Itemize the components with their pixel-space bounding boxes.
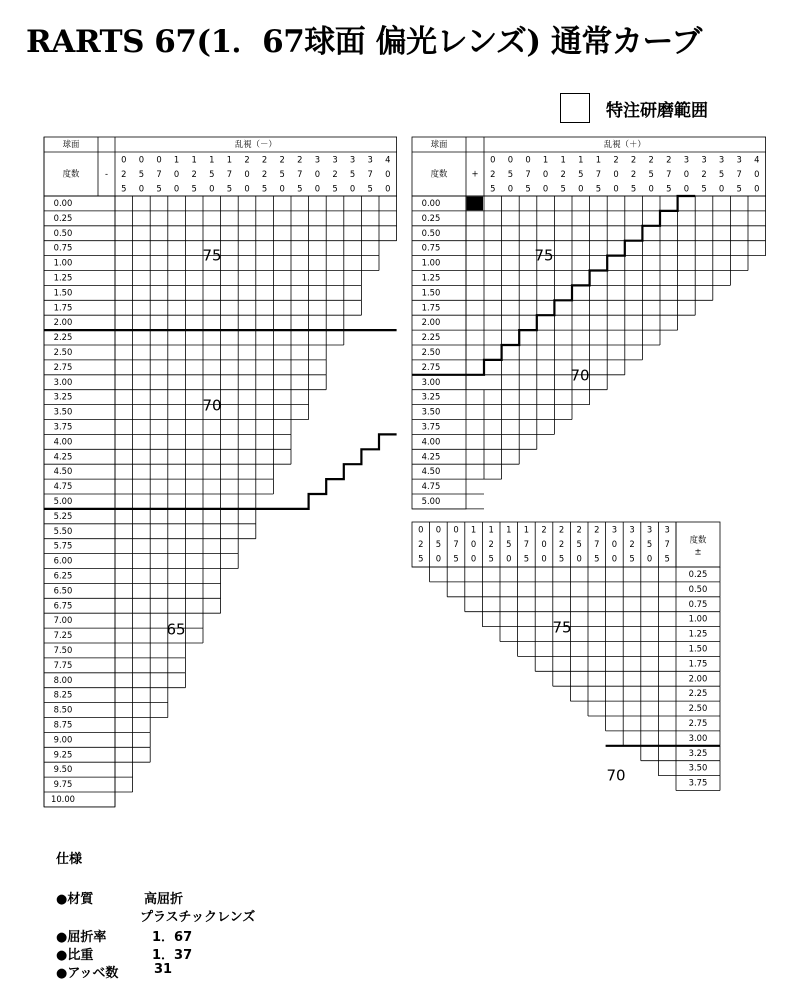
plus-origin-cell — [467, 197, 483, 210]
pm-cyl-digit: 0 — [435, 524, 442, 535]
minus-sphere-label: 0.75 — [53, 242, 73, 253]
minus-cyl-digit: 7 — [297, 169, 303, 179]
minus-sphere-header: 球面 — [62, 139, 80, 149]
spec-material-value-2: プラスチックレンズ — [140, 910, 256, 925]
region-label-plus-75: 75 — [534, 246, 554, 265]
minus-sphere-label: 4.50 — [53, 466, 73, 477]
plus-cyl-digit: 7 — [595, 169, 602, 179]
plus-cyl-digit: 0 — [542, 183, 549, 194]
plus-cyl-digit: 0 — [525, 154, 531, 165]
plus-cyl-digit: 3 — [701, 154, 707, 165]
pm-power-label: 0.25 — [688, 568, 708, 579]
plus-cyl-digit: 5 — [648, 169, 654, 179]
minus-sphere-label: 8.50 — [53, 704, 73, 715]
minus-sphere-label: 5.50 — [53, 525, 73, 536]
plus-cyl-digit: 2 — [666, 154, 672, 165]
minus-cyl-digit: 5 — [138, 169, 145, 179]
plus-cyl-digit: 0 — [613, 169, 619, 179]
pm-cyl-digit: 5 — [488, 553, 494, 564]
minus-cyl-digit: 5 — [297, 183, 303, 194]
plus-sphere-header: 球面 — [430, 139, 448, 149]
minus-cyl-digit: 5 — [332, 183, 338, 194]
minus-cyl-digit: 7 — [367, 169, 373, 179]
pm-cyl-digit: 0 — [611, 539, 618, 549]
minus-sphere-label: 1.75 — [53, 302, 73, 313]
pm-power-label: 3.50 — [688, 762, 708, 773]
minus-cyl-digit: 7 — [156, 169, 162, 179]
plus-cyl-digit: 5 — [595, 183, 602, 194]
minus-cyl-digit: 1 — [226, 154, 233, 165]
plus-sphere-label: 1.25 — [421, 272, 441, 283]
plus-cyl-digit: 7 — [525, 169, 531, 179]
plus-sphere-label: 2.25 — [421, 332, 441, 343]
pm-cyl-digit: 5 — [418, 553, 424, 564]
plus-sphere-label: 3.25 — [421, 391, 441, 402]
plus-sphere-label: 2.50 — [421, 346, 441, 357]
minus-sphere-label: 10.00 — [51, 793, 75, 804]
minus-sphere-label: 2.75 — [53, 361, 73, 372]
plus-cyl-digit: 7 — [736, 169, 742, 179]
plus-cyl-digit: 5 — [578, 169, 584, 179]
pm-power-label: 0.75 — [688, 598, 708, 609]
plus-cyl-digit: 0 — [718, 183, 725, 194]
pm-cyl-digit: 7 — [594, 539, 600, 549]
plus-sphere-label: 4.25 — [421, 451, 441, 462]
plus-cyl-digit: 0 — [542, 169, 549, 179]
plus-sphere-label: 1.50 — [421, 287, 441, 298]
plus-sphere-label: 4.75 — [421, 481, 441, 492]
minus-cyl-digit: 0 — [209, 183, 215, 194]
minus-sphere-label: 7.00 — [53, 615, 73, 626]
minus-cyl-digit: 1 — [209, 154, 215, 165]
minus-cyl-digit: 5 — [279, 169, 285, 179]
minus-cyl-digit: 0 — [314, 169, 321, 179]
minus-sphere-label: 6.25 — [53, 570, 73, 581]
minus-cyl-digit: 0 — [121, 154, 127, 165]
pm-cyl-digit: 0 — [453, 524, 459, 535]
pm-power-label: 2.00 — [688, 673, 708, 684]
pm-power-label: 3.00 — [688, 732, 708, 743]
pm-power-label: 2.75 — [688, 717, 708, 728]
pm-cyl-digit: 0 — [541, 553, 547, 564]
plus-cyl-digit: 5 — [507, 169, 514, 179]
minus-sphere-label: 3.75 — [53, 421, 73, 432]
pm-cyl-digit: 5 — [558, 553, 565, 564]
pm-power-label: 3.25 — [688, 747, 708, 758]
minus-sphere-label: 9.75 — [53, 779, 73, 790]
minus-cyl-digit: 2 — [332, 169, 338, 179]
plus-cyl-digit: 5 — [736, 183, 742, 194]
spec-gravity-label: ●比重 — [56, 948, 94, 963]
plus-cyl-digit: 2 — [701, 169, 707, 179]
plus-cyl-digit: 0 — [507, 183, 514, 194]
minus-sphere-label: 0.50 — [53, 227, 73, 238]
plus-sphere-label: 0.75 — [421, 242, 441, 253]
plus-cyl-digit: 5 — [666, 183, 672, 194]
spec-abbe-value: 31 — [154, 962, 173, 977]
plus-cyl-digit: 5 — [718, 169, 725, 179]
minus-cyl-digit: 0 — [314, 183, 321, 194]
plus-cyl-digit: 4 — [754, 154, 760, 165]
plus-cyl-digit: 2 — [630, 169, 637, 179]
region-label-pm-75: 75 — [552, 618, 572, 637]
plus-cyl-digit: 0 — [490, 154, 496, 165]
pm-plusminus: ± — [694, 546, 702, 557]
spec-index-label: ●屈折率 — [56, 930, 107, 945]
plus-cyl-digit: 0 — [683, 169, 690, 179]
spec-index-value: 1．67 — [152, 930, 193, 945]
minus-sphere-label: 8.25 — [53, 689, 73, 700]
pm-cyl-digit: 5 — [523, 553, 530, 564]
plus-cyl-digit: 1 — [595, 154, 602, 165]
pm-cyl-digit: 2 — [629, 539, 635, 549]
pm-cyl-digit: 2 — [594, 524, 600, 535]
plus-cyl-digit: 0 — [578, 183, 584, 194]
pm-cyl-digit: 3 — [629, 524, 635, 535]
plus-cyl-digit: 1 — [542, 154, 549, 165]
pm-power-header: 度数 — [689, 534, 707, 545]
minus-sphere-label: 0.25 — [53, 212, 73, 223]
minus-cyl-digit: 5 — [367, 183, 373, 194]
pm-cyl-digit: 0 — [418, 524, 424, 535]
pm-cyl-digit: 5 — [664, 553, 670, 564]
plus-cyl-digit: 2 — [613, 154, 619, 165]
minus-sphere-label: 7.50 — [53, 644, 73, 655]
spec-material-value-1: 高屈折 — [144, 892, 184, 907]
minus-power-header: 度数 — [62, 168, 80, 179]
pm-cyl-digit: 1 — [488, 524, 494, 535]
plus-cyl-digit: 0 — [754, 169, 760, 179]
minus-cyl-digit: 5 — [349, 169, 356, 179]
region-label-plus-70: 70 — [570, 366, 590, 385]
pm-power-label: 2.25 — [688, 688, 708, 699]
plus-sign: + — [471, 168, 479, 179]
minus-cyl-digit: 5 — [209, 169, 215, 179]
pm-cyl-digit: 0 — [435, 553, 442, 564]
plus-cyl-digit: 1 — [560, 154, 566, 165]
minus-sphere-label: 9.25 — [53, 749, 73, 760]
pm-cyl-digit: 5 — [629, 553, 635, 564]
pm-cyl-digit: 2 — [558, 524, 565, 535]
plus-cyl-digit: 2 — [560, 169, 566, 179]
minus-cyl-digit: 2 — [261, 154, 268, 165]
pm-power-label: 1.75 — [688, 658, 708, 669]
plus-cyl-digit: 5 — [560, 183, 566, 194]
pm-cyl-digit: 5 — [646, 539, 653, 549]
pm-cyl-digit: 7 — [523, 539, 530, 549]
minus-cyl-digit: 5 — [261, 183, 268, 194]
pm-cyl-digit: 1 — [470, 524, 477, 535]
minus-sign: - — [104, 168, 109, 179]
plus-sphere-label: 1.75 — [421, 302, 441, 313]
plus-cyl-digit: 3 — [736, 154, 742, 165]
page-title: RARTS 67(1．67球面 偏光レンズ) 通常カーブ — [26, 24, 702, 60]
minus-cyl-digit: 0 — [173, 183, 180, 194]
minus-sphere-label: 4.25 — [53, 451, 73, 462]
pm-cyl-digit: 0 — [470, 553, 477, 564]
minus-sphere-label: 5.00 — [53, 495, 73, 506]
pm-power-label: 1.50 — [688, 643, 708, 654]
spec-material-label: ●材質 — [56, 892, 94, 907]
minus-cyl-digit: 0 — [244, 169, 250, 179]
pm-cyl-digit: 5 — [506, 539, 512, 549]
pm-cyl-digit: 5 — [435, 539, 442, 549]
minus-sphere-label: 6.50 — [53, 585, 73, 596]
plus-sphere-label: 2.00 — [421, 317, 441, 328]
minus-sphere-label: 2.50 — [53, 346, 73, 357]
spec-gravity-value: 1．37 — [152, 948, 193, 963]
minus-cyl-digit: 0 — [156, 154, 162, 165]
plus-sphere-label: 3.75 — [421, 421, 441, 432]
minus-sphere-label: 4.75 — [53, 481, 73, 492]
minus-sphere-label: 1.50 — [53, 287, 73, 298]
plus-cyl-digit: 7 — [666, 169, 672, 179]
pm-cyl-digit: 2 — [418, 539, 424, 549]
pm-cyl-digit: 5 — [576, 539, 582, 549]
minus-cyl-digit: 3 — [349, 154, 356, 165]
plus-cyl-digit: 1 — [578, 154, 584, 165]
plus-cyl-digit: 0 — [683, 183, 690, 194]
pm-cyl-digit: 2 — [488, 539, 494, 549]
pm-cyl-digit: 0 — [646, 553, 653, 564]
minus-cyl-digit: 5 — [121, 183, 127, 194]
minus-cyl-digit: 0 — [173, 169, 180, 179]
pm-cyl-digit: 1 — [523, 524, 530, 535]
spec-heading: 仕様 — [56, 852, 83, 867]
plus-cyl-digit: 2 — [490, 169, 496, 179]
minus-cyl-digit: 5 — [191, 183, 197, 194]
minus-cyl-digit: 0 — [349, 183, 356, 194]
plus-cyl-header: 乱視（＋） — [603, 139, 646, 149]
minus-sphere-label: 2.25 — [53, 332, 73, 343]
minus-sphere-label: 8.00 — [53, 674, 73, 685]
minus-sphere-label: 2.00 — [53, 317, 73, 328]
plus-cyl-digit: 2 — [648, 154, 654, 165]
minus-cyl-digit: 5 — [226, 183, 233, 194]
plus-cyl-digit: 0 — [507, 154, 514, 165]
plus-sphere-label: 3.50 — [421, 406, 441, 417]
minus-sphere-label: 9.50 — [53, 764, 73, 775]
pm-cyl-digit: 1 — [506, 524, 512, 535]
minus-cyl-digit: 1 — [191, 154, 197, 165]
pm-cyl-digit: 0 — [470, 539, 477, 549]
plus-sphere-label: 3.00 — [421, 376, 441, 387]
plus-sphere-label: 0.50 — [421, 227, 441, 238]
minus-sphere-label: 7.75 — [53, 659, 73, 670]
pm-cyl-digit: 7 — [664, 539, 670, 549]
plus-cyl-digit: 0 — [648, 183, 654, 194]
minus-cyl-digit: 4 — [385, 154, 391, 165]
minus-cyl-digit: 3 — [332, 154, 338, 165]
minus-sphere-label: 1.25 — [53, 272, 73, 283]
minus-sphere-label: 7.25 — [53, 630, 73, 641]
minus-cyl-digit: 0 — [138, 154, 145, 165]
minus-cyl-digit: 0 — [279, 183, 285, 194]
pm-cyl-digit: 0 — [541, 539, 547, 549]
plus-power-header: 度数 — [430, 168, 448, 179]
minus-sphere-label: 8.75 — [53, 719, 73, 730]
pm-cyl-digit: 3 — [611, 524, 618, 535]
minus-header-frame — [44, 137, 397, 196]
minus-sphere-label: 0.00 — [53, 197, 73, 208]
region-label-minus-70: 70 — [202, 396, 222, 415]
plus-sphere-label: 4.50 — [421, 466, 441, 477]
minus-cyl-digit: 2 — [121, 169, 127, 179]
minus-cyl-digit: 0 — [138, 183, 145, 194]
minus-sphere-label: 9.00 — [53, 734, 73, 745]
plus-sphere-label: 1.00 — [421, 257, 441, 268]
spec-abbe-label: ●アッベ数 — [56, 966, 119, 981]
minus-sphere-label: 3.25 — [53, 391, 73, 402]
pm-power-label: 2.50 — [688, 703, 708, 714]
minus-sphere-label: 6.75 — [53, 600, 73, 611]
region-label-minus-75: 75 — [202, 246, 222, 265]
minus-sphere-label: 3.50 — [53, 406, 73, 417]
minus-cyl-digit: 0 — [385, 183, 391, 194]
plus-cyl-digit: 5 — [630, 183, 637, 194]
plus-cyl-digit: 3 — [683, 154, 690, 165]
minus-cyl-digit: 3 — [367, 154, 373, 165]
plus-sphere-label: 4.00 — [421, 436, 441, 447]
plus-cyl-digit: 0 — [613, 183, 619, 194]
pm-cyl-digit: 2 — [541, 524, 547, 535]
pm-cyl-digit: 7 — [453, 539, 459, 549]
plus-sphere-label: 0.00 — [421, 197, 441, 208]
pm-power-label: 1.25 — [688, 628, 708, 639]
minus-sphere-label: 1.00 — [53, 257, 73, 268]
plus-cyl-digit: 5 — [701, 183, 707, 194]
region-label-minus-65: 65 — [166, 620, 186, 639]
minus-cyl-digit: 5 — [156, 183, 162, 194]
minus-cyl-digit: 2 — [261, 169, 268, 179]
plus-cyl-digit: 3 — [718, 154, 725, 165]
pm-cyl-digit: 0 — [576, 553, 582, 564]
plus-cyl-digit: 5 — [525, 183, 531, 194]
minus-cyl-digit: 2 — [244, 154, 250, 165]
pm-cyl-digit: 3 — [664, 524, 670, 535]
plus-header-frame — [412, 137, 766, 196]
minus-sphere-label: 5.75 — [53, 540, 73, 551]
pm-power-label: 0.50 — [688, 583, 708, 594]
minus-cyl-digit: 1 — [173, 154, 180, 165]
minus-cyl-header: 乱視（－） — [234, 139, 277, 149]
minus-cyl-digit: 3 — [314, 154, 321, 165]
plus-sphere-label: 5.00 — [421, 495, 441, 506]
pm-cyl-digit: 2 — [558, 539, 565, 549]
minus-sphere-label: 4.00 — [53, 436, 73, 447]
minus-cyl-digit: 0 — [244, 183, 250, 194]
plus-cyl-digit: 2 — [630, 154, 637, 165]
minus-cyl-digit: 7 — [226, 169, 233, 179]
plus-cyl-digit: 5 — [490, 183, 496, 194]
plus-sphere-label: 2.75 — [421, 361, 441, 372]
pm-cyl-digit: 3 — [646, 524, 653, 535]
pm-cyl-digit: 2 — [576, 524, 582, 535]
minus-cyl-digit: 2 — [279, 154, 285, 165]
minus-cyl-digit: 0 — [385, 169, 391, 179]
pm-cyl-digit: 5 — [594, 553, 600, 564]
minus-sphere-label: 6.00 — [53, 555, 73, 566]
pm-power-label: 3.75 — [688, 777, 708, 788]
minus-cyl-digit: 2 — [191, 169, 197, 179]
pm-power-label: 1.00 — [688, 613, 708, 624]
pm-cyl-digit: 5 — [453, 553, 459, 564]
plus-sphere-label: 0.25 — [421, 212, 441, 223]
pm-cyl-digit: 0 — [506, 553, 512, 564]
region-label-pm-70: 70 — [606, 766, 626, 785]
minus-cyl-digit: 2 — [297, 154, 303, 165]
minus-sphere-label: 3.00 — [53, 376, 73, 387]
minus-sphere-label: 5.25 — [53, 510, 73, 521]
plus-cyl-digit: 0 — [754, 183, 760, 194]
pm-cyl-digit: 0 — [611, 553, 618, 564]
special-polish-legend-label: 特注研磨範囲 — [606, 101, 708, 121]
